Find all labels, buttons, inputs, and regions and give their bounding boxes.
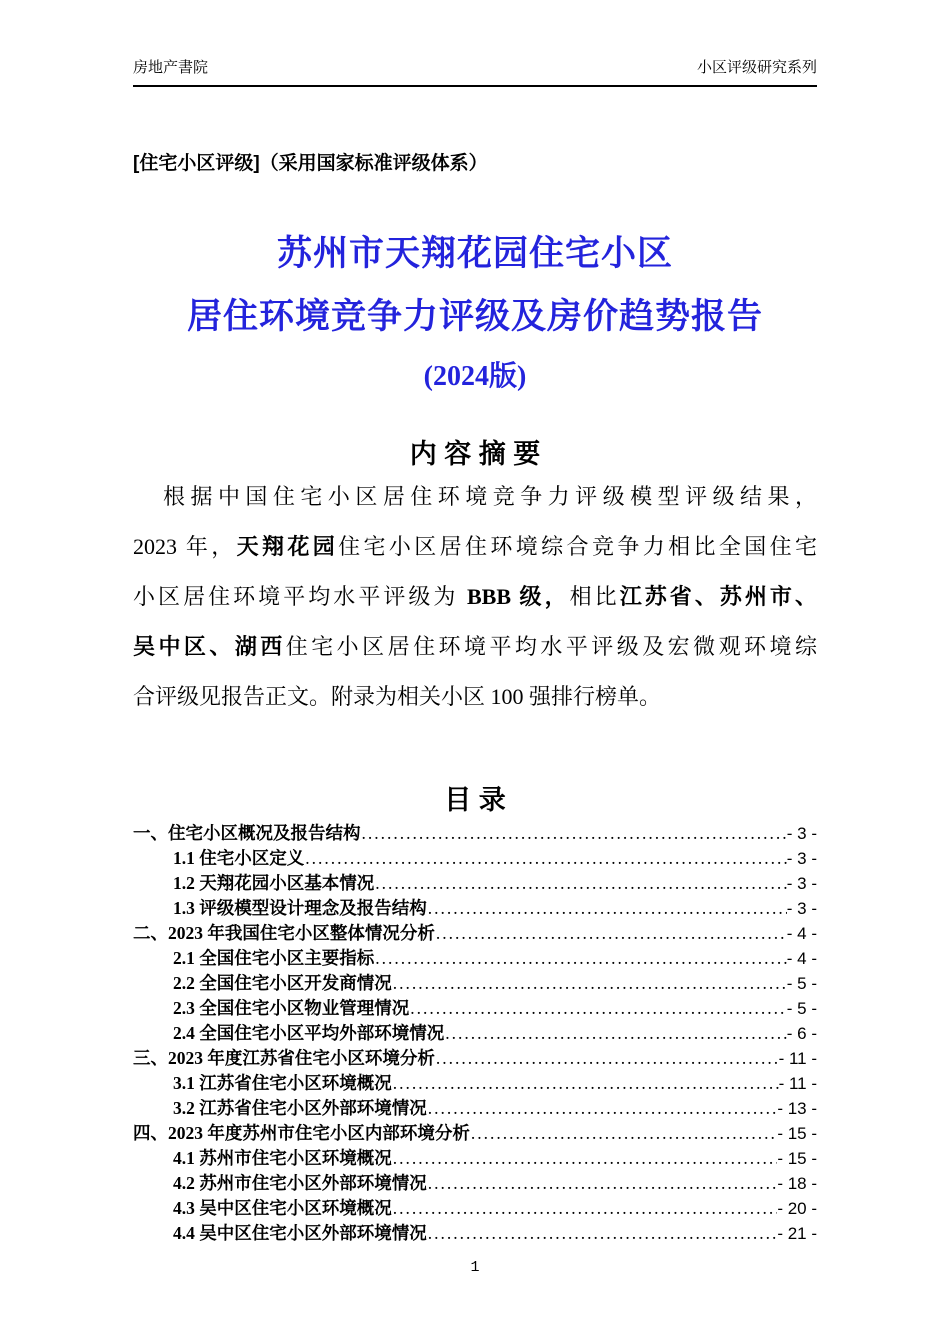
toc-entry[interactable] xyxy=(133,821,817,846)
toc-entry[interactable] xyxy=(133,1221,817,1246)
toc-leader-dots xyxy=(374,871,787,896)
toc-entry-label: 二、2023 年我国住宅小区整体情况分析 xyxy=(133,923,435,943)
toc-entry-label: 2.2 全国住宅小区开发商情况 xyxy=(173,973,392,993)
text-segment: 住宅小区居住环境平均水平评级及宏微观环境综 xyxy=(285,634,817,659)
toc-entry[interactable] xyxy=(133,1021,817,1046)
toc-leader-dots xyxy=(392,1071,779,1096)
toc-entry-label: 1.1 住宅小区定义 xyxy=(173,848,305,868)
header-right-text: 小区评级研究系列 xyxy=(696,59,817,76)
summary-line xyxy=(133,572,817,622)
report-edition: (2024版) xyxy=(423,361,527,392)
toc-entry[interactable] xyxy=(133,1121,817,1146)
toc-entry[interactable] xyxy=(133,846,817,871)
toc-page-number: - 4 - xyxy=(786,949,817,968)
toc-leader-dots xyxy=(444,1021,787,1046)
text-segment: 小区居住环境平均水平评级为 xyxy=(133,584,467,609)
toc-entry-label: 三、2023 年度江苏省住宅小区环境分析 xyxy=(133,1048,435,1068)
toc-page-number: - 3 - xyxy=(786,824,817,843)
text-segment: BBB 级， xyxy=(467,584,570,609)
toc-entry[interactable] xyxy=(133,1046,817,1071)
text-segment: 2023 年， xyxy=(133,534,237,559)
toc-page-number: - 15 - xyxy=(777,1149,817,1168)
summary-line xyxy=(133,672,817,722)
page-header xyxy=(133,58,817,87)
toc-entry[interactable] xyxy=(133,946,817,971)
toc-leader-dots xyxy=(427,1096,778,1121)
toc-entry-label: 2.1 全国住宅小区主要指标 xyxy=(173,948,375,968)
toc-entry-label: 4.3 吴中区住宅小区环境概况 xyxy=(173,1198,392,1218)
text-segment: 相比 xyxy=(569,584,620,609)
report-title-block xyxy=(133,222,817,400)
text-segment: 吴中区、湖西 xyxy=(133,634,286,659)
report-title-line2: 居住环境竞争力评级及房价趋势报告 xyxy=(186,297,763,336)
toc-entry[interactable] xyxy=(133,971,817,996)
toc-entry-label: 一、住宅小区概况及报告结构 xyxy=(133,823,361,843)
text-segment: 合评级见报告正文。附录为相关小区 100 强排行榜单。 xyxy=(133,684,662,709)
toc-leader-dots xyxy=(409,996,787,1021)
summary-line xyxy=(133,622,817,672)
summary-paragraph xyxy=(133,472,817,722)
toc-entry[interactable] xyxy=(133,1171,817,1196)
toc-entry[interactable] xyxy=(133,1196,817,1221)
toc-page-number: - 6 - xyxy=(786,1024,817,1043)
toc-entry[interactable] xyxy=(133,921,817,946)
summary-line xyxy=(133,472,817,522)
toc-leader-dots xyxy=(435,1046,779,1071)
toc-leader-dots xyxy=(470,1121,777,1146)
toc-entry[interactable] xyxy=(133,1071,817,1096)
toc-entry-label: 2.3 全国住宅小区物业管理情况 xyxy=(173,998,410,1018)
toc-leader-dots xyxy=(427,1171,778,1196)
toc-entry-label: 4.4 吴中区住宅小区外部环境情况 xyxy=(173,1223,427,1243)
text-segment: 根据中国住宅小区居住环境竞争力评级模型评级结果， xyxy=(163,484,817,509)
toc-entry-label: 2.4 全国住宅小区平均外部环境情况 xyxy=(173,1023,445,1043)
toc-page-number: - 13 - xyxy=(777,1099,817,1118)
toc-page-number: - 18 - xyxy=(777,1174,817,1193)
toc-entry[interactable] xyxy=(133,871,817,896)
toc-entry-label: 4.1 苏州市住宅小区环境概况 xyxy=(173,1148,392,1168)
toc-page-number: - 3 - xyxy=(786,874,817,893)
toc-page-number: - 15 - xyxy=(777,1124,817,1143)
toc-page-number: - 4 - xyxy=(786,924,817,943)
toc-page-number: - 11 - xyxy=(778,1049,817,1068)
toc-heading: 目 录 xyxy=(444,785,506,815)
summary-heading: 内 容 摘 要 xyxy=(409,439,541,469)
toc-page-number: - 5 - xyxy=(786,999,817,1018)
toc-entry-label: 四、2023 年度苏州市住宅小区内部环境分析 xyxy=(133,1123,470,1143)
toc-entry-label: 1.3 评级模型设计理念及报告结构 xyxy=(173,898,427,918)
text-segment: 江苏省、苏州市、 xyxy=(619,584,817,609)
toc-leader-dots xyxy=(435,921,787,946)
footer-page-number: 1 xyxy=(470,1259,480,1276)
toc-entry-label: 3.1 江苏省住宅小区环境概况 xyxy=(173,1073,392,1093)
toc-leader-dots xyxy=(392,1146,778,1171)
toc-leader-dots xyxy=(304,846,787,871)
toc-page-number: - 3 - xyxy=(786,849,817,868)
summary-line xyxy=(133,522,817,572)
toc-entry[interactable] xyxy=(133,896,817,921)
toc-entry-label: 1.2 天翔花园小区基本情况 xyxy=(173,873,375,893)
toc-entry[interactable] xyxy=(133,1096,817,1121)
toc-entry-label: 4.2 苏州市住宅小区外部环境情况 xyxy=(173,1173,427,1193)
toc-entry[interactable] xyxy=(133,1146,817,1171)
report-title-line1: 苏州市天翔花园住宅小区 xyxy=(276,234,673,273)
toc-leader-dots xyxy=(427,1221,778,1246)
toc-leader-dots xyxy=(361,821,787,846)
toc-leader-dots xyxy=(427,896,787,921)
toc-leader-dots xyxy=(392,971,787,996)
toc-page-number: - 11 - xyxy=(778,1074,817,1093)
toc-page-number: - 5 - xyxy=(786,974,817,993)
toc-leader-dots xyxy=(392,1196,778,1221)
toc-leader-dots xyxy=(374,946,787,971)
toc-page-number: - 21 - xyxy=(777,1224,817,1243)
text-segment: 天翔花园 xyxy=(236,534,339,559)
text-segment: 住宅小区居住环境综合竞争力相比全国住宅 xyxy=(338,534,817,559)
report-type-label: [住宅小区评级]（采用国家标准评级体系） xyxy=(133,153,488,174)
toc-page-number: - 20 - xyxy=(777,1199,817,1218)
toc-page-number: - 3 - xyxy=(786,899,817,918)
toc-entry-label: 3.2 江苏省住宅小区外部环境情况 xyxy=(173,1098,427,1118)
header-left-text: 房地产書院 xyxy=(133,59,209,76)
toc-list xyxy=(133,821,817,1246)
toc-entry[interactable] xyxy=(133,996,817,1021)
